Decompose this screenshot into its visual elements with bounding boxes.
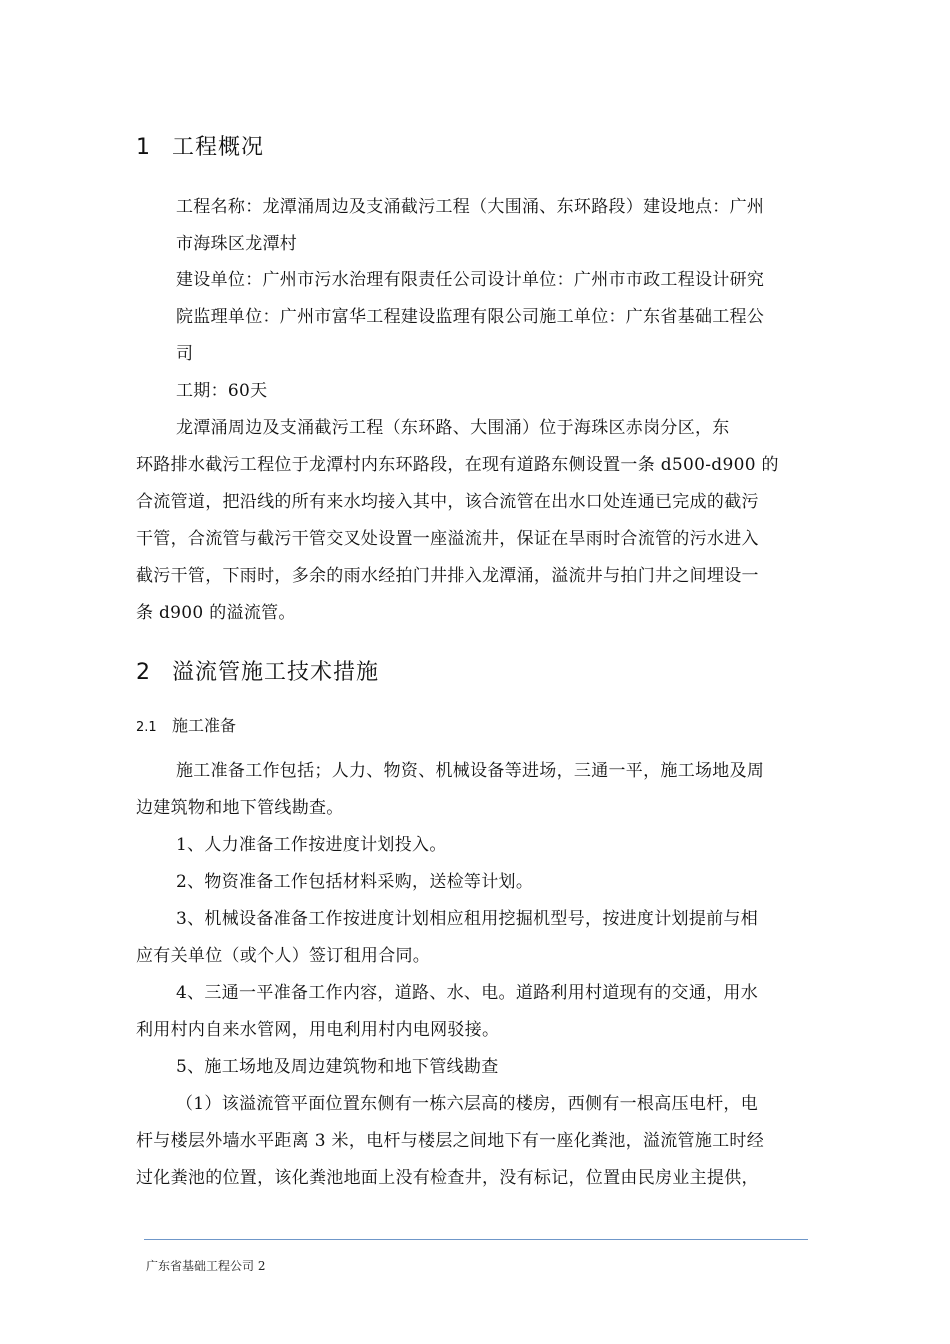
list-item: 利用村内自来水管网，用电利用村内电网驳接。 (136, 1020, 500, 1040)
list-item: 2、物资准备工作包括材料采购，送检等计划。 (176, 872, 534, 892)
section-1-heading (136, 130, 264, 161)
description-line: 截污干管，下雨时，多余的雨水经拍门井排入龙潭涌，溢流井与拍门井之间埋设一 (136, 566, 759, 586)
list-item: 杆与楼层外墙水平距离 3 米，电杆与楼层之间地下有一座化粪池，溢流管施工时经 (136, 1131, 765, 1151)
section-title: 工程概况 (172, 135, 265, 160)
units-line: 司 (176, 344, 194, 364)
section-number: 1 (136, 135, 151, 160)
description-line: 条 d900 的溢流管。 (136, 603, 296, 623)
list-item: 3、机械设备准备工作按进度计划相应租用挖掘机型号，按进度计划提前与相 (176, 909, 759, 929)
section-title: 溢流管施工技术措施 (172, 660, 380, 685)
section-2-heading (136, 655, 379, 686)
list-item: 应有关单位（或个人）签订租用合同。 (136, 946, 431, 966)
list-item: 4、三通一平准备工作内容，道路、水、电。道路利用村道现有的交通，用水 (176, 983, 759, 1003)
subsection-title: 施工准备 (172, 716, 237, 735)
intro-line: 施工准备工作包括；人力、物资、机械设备等进场，三通一平，施工场地及周 (176, 761, 765, 781)
list-item: 5、施工场地及周边建筑物和地下管线勘查 (176, 1057, 499, 1077)
description-line: 环路排水截污工程位于龙潭村内东环路段，在现有道路东侧设置一条 d500-d900 的 (136, 455, 779, 475)
project-name-line: 工程名称：龙潭涌周边及支涌截污工程（大围涌、东环路段）建设地点：广州 (176, 197, 765, 217)
list-item: 过化粪池的位置，该化粪池地面上没有检查井，没有标记，位置由民房业主提供， (136, 1168, 759, 1188)
description-line: 龙潭涌周边及支涌截污工程（东环路、大围涌）位于海珠区赤岗分区，东 (176, 418, 730, 438)
list-item: （1）该溢流管平面位置东侧有一栋六层高的楼房，西侧有一根高压电杆，电 (176, 1094, 759, 1114)
subsection-number: 2.1 (136, 720, 157, 735)
footer-divider (144, 1239, 808, 1240)
subsection-2-1-heading (136, 713, 236, 736)
page-footer: 广东省基础工程公司 2 (146, 1259, 266, 1273)
description-line: 干管，合流管与截污干管交叉处设置一座溢流井，保证在旱雨时合流管的污水进入 (136, 529, 759, 549)
list-item: 1、人力准备工作按进度计划投入。 (176, 835, 447, 855)
intro-line: 边建筑物和地下管线勘查。 (136, 798, 344, 818)
units-line: 建设单位：广州市污水治理有限责任公司设计单位：广州市市政工程设计研究 (176, 270, 765, 290)
section-number: 2 (136, 660, 151, 685)
period-line: 工期：60天 (176, 381, 268, 401)
project-name-line: 市海珠区龙潭村 (176, 234, 298, 254)
units-line: 院监理单位：广州市富华工程建设监理有限公司施工单位：广东省基础工程公 (176, 307, 765, 327)
description-line: 合流管道，把沿线的所有来水均接入其中，该合流管在出水口处连通已完成的截污 (136, 492, 759, 512)
